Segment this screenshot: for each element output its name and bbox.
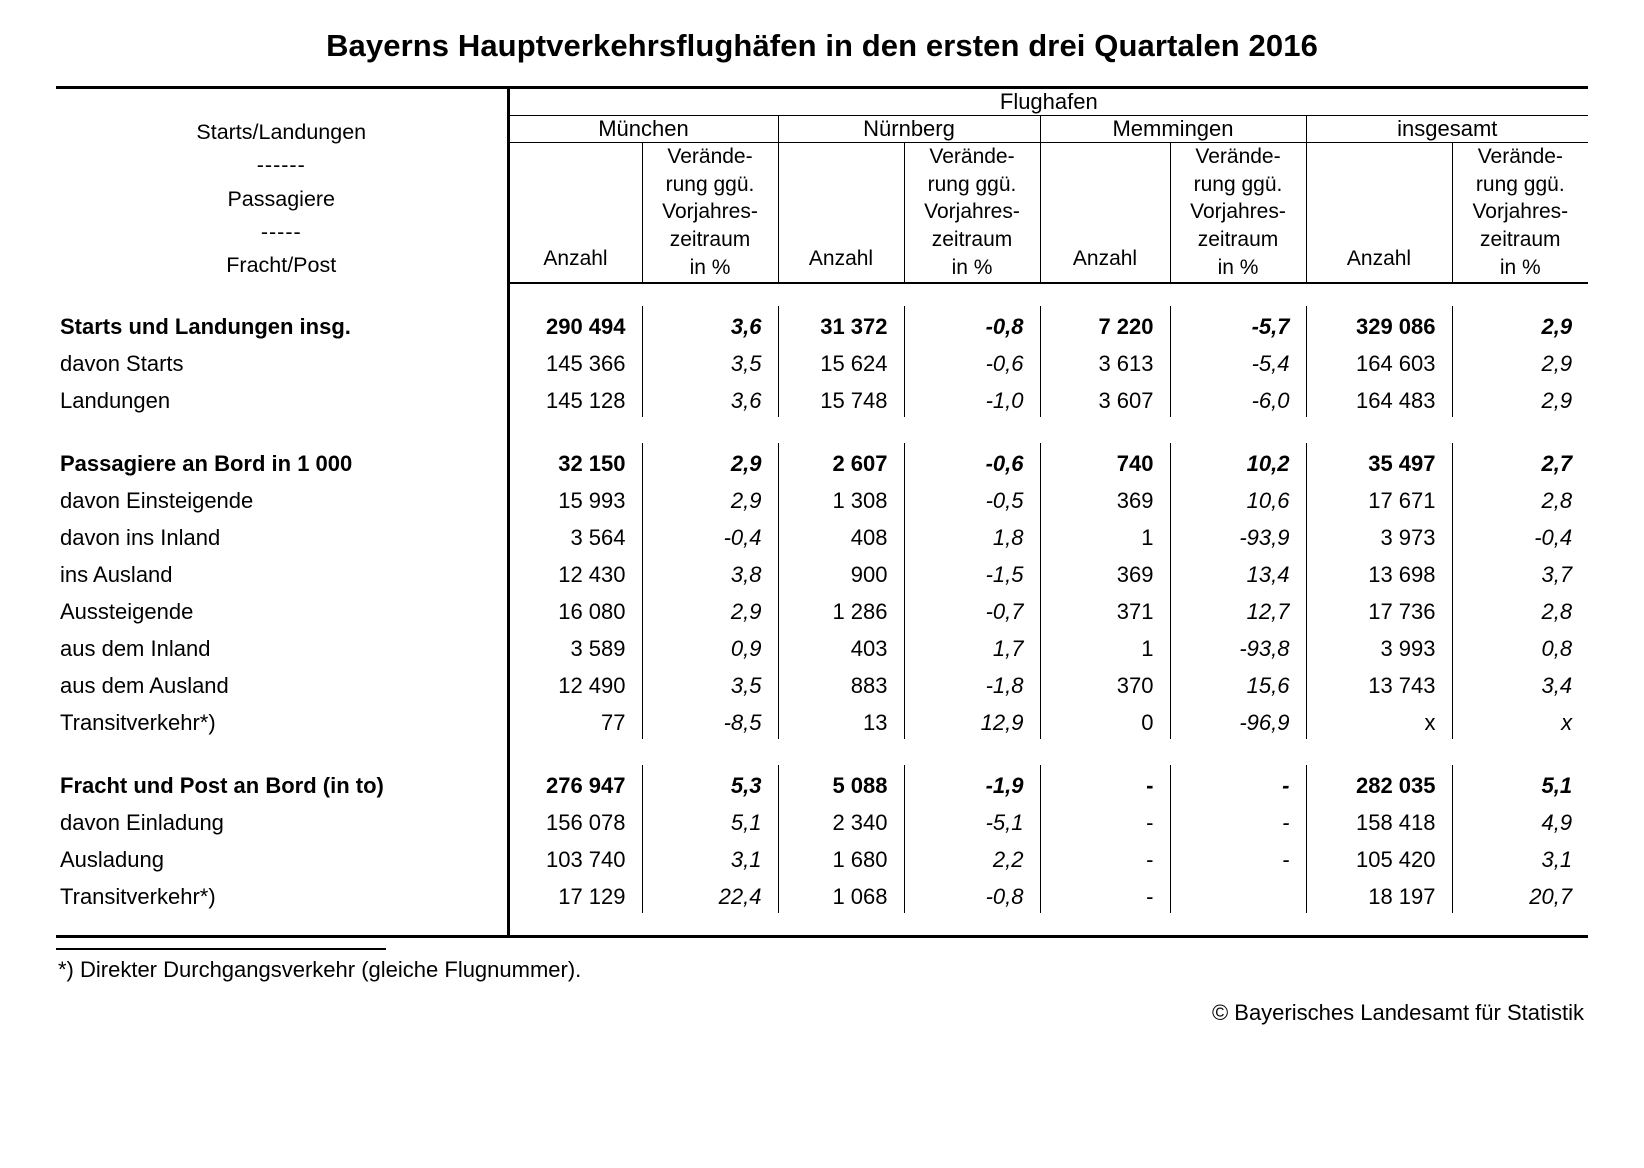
row-label: davon Einladung — [60, 810, 224, 836]
spacer-cell — [508, 283, 1588, 306]
stub-header — [56, 88, 508, 283]
header-sub-change-nuernberg — [904, 143, 1040, 283]
table-row — [56, 380, 1588, 417]
row-count-cell: 3 564 — [508, 517, 642, 554]
row-change-cell: -0,5 — [904, 480, 1040, 517]
change-line-1: Verände- — [929, 145, 1015, 168]
stub-sep-2: ----- — [260, 219, 302, 244]
row-count-cell: 17 736 — [1306, 591, 1452, 628]
change-line-2: rung ggü. — [665, 172, 755, 196]
row-count-cell: 17 671 — [1306, 480, 1452, 517]
row-count-cell: 32 150 — [508, 443, 642, 480]
header-airport-insgesamt: insgesamt — [1306, 116, 1588, 143]
row-change-cell: 3,8 — [642, 554, 778, 591]
row-label: Ausladung — [60, 847, 164, 873]
row-change-cell: 1,8 — [904, 517, 1040, 554]
row-change-cell: 2,9 — [642, 443, 778, 480]
spacer-cell — [56, 739, 508, 765]
header-airport-memmingen: Memmingen — [1040, 116, 1306, 143]
row-count-cell: 408 — [778, 517, 904, 554]
row-count-cell: 0 — [1040, 702, 1170, 739]
row-count-cell: 103 740 — [508, 839, 642, 876]
row-change-cell: -0,4 — [642, 517, 778, 554]
row-count-cell: 16 080 — [508, 591, 642, 628]
row-spacer — [56, 283, 1588, 306]
row-count-cell: 105 420 — [1306, 839, 1452, 876]
header-sub-change-muenchen — [642, 143, 778, 283]
row-count-cell: 7 220 — [1040, 306, 1170, 343]
row-change-cell: 3,6 — [642, 380, 778, 417]
table-row — [56, 306, 1588, 343]
row-change-cell: 10,2 — [1170, 443, 1306, 480]
change-line-3: Vorjahres- — [1190, 200, 1286, 224]
row-change-cell: -1,5 — [904, 554, 1040, 591]
row-change-cell: x — [1452, 702, 1588, 739]
row-count-cell: - — [1040, 765, 1170, 802]
row-label: aus dem Ausland — [60, 673, 229, 699]
footnote-area — [56, 948, 1588, 1026]
table-row — [56, 802, 1588, 839]
row-change-cell: 10,6 — [1170, 480, 1306, 517]
row-count-cell: 156 078 — [508, 802, 642, 839]
table-row — [56, 554, 1588, 591]
change-line-1: Verände- — [1477, 145, 1563, 168]
row-count-cell: 3 973 — [1306, 517, 1452, 554]
row-label: Transitverkehr*) — [60, 884, 216, 910]
row-count-cell: 17 129 — [508, 876, 642, 913]
row-count-cell: 900 — [778, 554, 904, 591]
header-sub-change-insgesamt — [1452, 143, 1588, 283]
row-change-cell: -96,9 — [1170, 702, 1306, 739]
spacer-cell — [508, 739, 1588, 765]
row-count-cell: 2 607 — [778, 443, 904, 480]
row-label: Landungen — [60, 388, 171, 414]
row-change-cell: 3,1 — [1452, 839, 1588, 876]
row-count-cell: - — [1040, 802, 1170, 839]
row-count-cell: 369 — [1040, 480, 1170, 517]
row-count-cell: 145 366 — [508, 343, 642, 380]
row-change-cell: 2,2 — [904, 839, 1040, 876]
row-change-cell: -5,4 — [1170, 343, 1306, 380]
row-change-cell: - — [1170, 765, 1306, 802]
row-count-cell: 403 — [778, 628, 904, 665]
header-sub-anzahl-insgesamt: Anzahl — [1306, 143, 1452, 283]
row-count-cell: 1 — [1040, 628, 1170, 665]
header-sub-change-memmingen — [1170, 143, 1306, 283]
row-count-cell: 12 430 — [508, 554, 642, 591]
row-count-cell: 883 — [778, 665, 904, 702]
row-count-cell: 13 743 — [1306, 665, 1452, 702]
row-change-cell: 3,6 — [642, 306, 778, 343]
row-count-cell: 282 035 — [1306, 765, 1452, 802]
row-count-cell: 3 589 — [508, 628, 642, 665]
table-header — [56, 88, 1588, 283]
row-count-cell: 31 372 — [778, 306, 904, 343]
row-change-cell: -8,5 — [642, 702, 778, 739]
bottom-rule-cell — [508, 913, 1588, 937]
document-page — [0, 28, 1644, 1168]
change-line-2: rung ggü. — [1193, 172, 1283, 196]
row-change-cell: 1,7 — [904, 628, 1040, 665]
row-count-cell: 15 993 — [508, 480, 642, 517]
row-change-cell: 0,9 — [642, 628, 778, 665]
table-row — [56, 665, 1588, 702]
table-row — [56, 702, 1588, 739]
row-count-cell: 77 — [508, 702, 642, 739]
table-row — [56, 517, 1588, 554]
table-row — [56, 628, 1588, 665]
change-line-5: in % — [1217, 255, 1259, 279]
header-sub-anzahl-nuernberg: Anzahl — [778, 143, 904, 283]
table-body — [56, 283, 1588, 937]
row-change-cell: -1,0 — [904, 380, 1040, 417]
change-line-3: Vorjahres- — [924, 200, 1020, 224]
row-change-cell: -0,8 — [904, 306, 1040, 343]
row-label: ins Ausland — [60, 562, 173, 588]
row-label: aus dem Inland — [60, 636, 211, 662]
row-change-cell: 20,7 — [1452, 876, 1588, 913]
row-count-cell: - — [1040, 839, 1170, 876]
row-count-cell: 3 993 — [1306, 628, 1452, 665]
row-count-cell: 329 086 — [1306, 306, 1452, 343]
row-change-cell: -93,9 — [1170, 517, 1306, 554]
row-count-cell: 370 — [1040, 665, 1170, 702]
row-change-cell: 2,9 — [1452, 306, 1588, 343]
row-change-cell: -0,4 — [1452, 517, 1588, 554]
row-change-cell: -0,7 — [904, 591, 1040, 628]
row-change-cell: -6,0 — [1170, 380, 1306, 417]
header-sub-anzahl-memmingen: Anzahl — [1040, 143, 1170, 283]
row-change-cell: -5,7 — [1170, 306, 1306, 343]
row-change-cell: 15,6 — [1170, 665, 1306, 702]
row-spacer — [56, 417, 1588, 443]
change-line-5: in % — [689, 255, 731, 279]
header-airport-nuernberg: Nürnberg — [778, 116, 1040, 143]
table-row — [56, 343, 1588, 380]
row-change-cell: 2,9 — [642, 591, 778, 628]
row-change-cell: -1,8 — [904, 665, 1040, 702]
row-change-cell: 5,3 — [642, 765, 778, 802]
row-count-cell: 740 — [1040, 443, 1170, 480]
row-change-cell: 2,8 — [1452, 480, 1588, 517]
row-change-cell: 2,9 — [642, 480, 778, 517]
row-change-cell: 2,9 — [1452, 380, 1588, 417]
row-count-cell: 3 607 — [1040, 380, 1170, 417]
row-count-cell: 145 128 — [508, 380, 642, 417]
row-change-cell: 2,9 — [1452, 343, 1588, 380]
statistics-table — [56, 86, 1588, 938]
row-change-cell: 2,7 — [1452, 443, 1588, 480]
row-count-cell: 3 613 — [1040, 343, 1170, 380]
table-row — [56, 839, 1588, 876]
row-change-cell: -93,8 — [1170, 628, 1306, 665]
table-row — [56, 480, 1588, 517]
header-row-group — [56, 88, 1588, 116]
row-count-cell: 18 197 — [1306, 876, 1452, 913]
row-spacer — [56, 739, 1588, 765]
row-count-cell: 1 680 — [778, 839, 904, 876]
row-count-cell: 290 494 — [508, 306, 642, 343]
stub-line-2: Passagiere — [227, 186, 336, 211]
row-label: Transitverkehr*) — [60, 710, 216, 736]
header-flughafen: Flughafen — [508, 88, 1588, 116]
row-count-cell: x — [1306, 702, 1452, 739]
row-change-cell: 2,8 — [1452, 591, 1588, 628]
row-change-cell: 3,7 — [1452, 554, 1588, 591]
row-change-cell: 3,5 — [642, 343, 778, 380]
header-sub-anzahl-muenchen: Anzahl — [508, 143, 642, 283]
change-line-5: in % — [1499, 255, 1541, 279]
row-change-cell: - — [1170, 802, 1306, 839]
change-line-4: zeitraum — [1480, 228, 1561, 252]
change-line-4: zeitraum — [1197, 228, 1279, 252]
stub-line-1: Starts/Landungen — [196, 120, 367, 145]
row-count-cell: 1 308 — [778, 480, 904, 517]
row-count-cell: - — [1040, 876, 1170, 913]
change-line-2: rung ggü. — [927, 172, 1017, 196]
row-change-cell: 4,9 — [1452, 802, 1588, 839]
table-row — [56, 443, 1588, 480]
row-count-cell: 369 — [1040, 554, 1170, 591]
row-count-cell: 2 340 — [778, 802, 904, 839]
row-change-cell: 13,4 — [1170, 554, 1306, 591]
row-count-cell: 35 497 — [1306, 443, 1452, 480]
row-change-cell: 5,1 — [1452, 765, 1588, 802]
change-line-1: Verände- — [1195, 145, 1281, 168]
stub-sep-1: ------ — [256, 153, 306, 178]
row-count-cell: 15 748 — [778, 380, 904, 417]
copyright-text: © Bayerisches Landesamt für Statistik — [1211, 999, 1584, 1025]
row-label: Passagiere an Bord in 1 000 — [60, 451, 353, 477]
row-change-cell: 12,7 — [1170, 591, 1306, 628]
row-count-cell: 1 068 — [778, 876, 904, 913]
row-count-cell: 164 603 — [1306, 343, 1452, 380]
row-count-cell: 1 — [1040, 517, 1170, 554]
spacer-cell — [56, 417, 508, 443]
table-row — [56, 765, 1588, 802]
change-line-2: rung ggü. — [1475, 172, 1565, 196]
table-row — [56, 876, 1588, 913]
row-count-cell: 13 698 — [1306, 554, 1452, 591]
row-change-cell — [1170, 876, 1306, 913]
spacer-cell — [56, 283, 508, 306]
row-change-cell: 3,1 — [642, 839, 778, 876]
bottom-rule-cell — [56, 913, 508, 937]
row-change-cell: -1,9 — [904, 765, 1040, 802]
row-change-cell: -5,1 — [904, 802, 1040, 839]
row-change-cell: 22,4 — [642, 876, 778, 913]
row-count-cell: 12 490 — [508, 665, 642, 702]
row-change-cell: -0,6 — [904, 343, 1040, 380]
row-count-cell: 164 483 — [1306, 380, 1452, 417]
change-line-4: zeitraum — [931, 228, 1013, 252]
footnote-text: *) Direkter Durchgangsverkehr (gleiche Flugnummer). — [58, 956, 582, 982]
change-line-5: in % — [951, 255, 993, 279]
row-count-cell: 1 286 — [778, 591, 904, 628]
row-change-cell: 5,1 — [642, 802, 778, 839]
table-row — [56, 591, 1588, 628]
row-count-cell: 15 624 — [778, 343, 904, 380]
row-label: Aussteigende — [60, 599, 194, 625]
row-count-cell: 5 088 — [778, 765, 904, 802]
row-count-cell: 276 947 — [508, 765, 642, 802]
change-line-4: zeitraum — [669, 228, 751, 252]
row-change-cell: 3,5 — [642, 665, 778, 702]
footnote-rule — [56, 948, 386, 950]
row-label: Fracht und Post an Bord (in to) — [60, 773, 384, 799]
stub-line-3: Fracht/Post — [226, 253, 337, 278]
change-line-3: Vorjahres- — [1472, 200, 1569, 224]
table-bottom-rule — [56, 913, 1588, 937]
row-label: davon Starts — [60, 351, 184, 377]
row-count-cell: 371 — [1040, 591, 1170, 628]
page-title: Bayerns Hauptverkehrsflughäfen in den ersten drei Quartalen 2016 — [326, 28, 1318, 63]
row-change-cell: -0,6 — [904, 443, 1040, 480]
header-airport-muenchen: München — [508, 116, 778, 143]
row-label: davon Einsteigende — [60, 488, 254, 514]
row-label: davon ins Inland — [60, 525, 221, 551]
row-change-cell: - — [1170, 839, 1306, 876]
change-line-3: Vorjahres- — [662, 200, 758, 224]
row-change-cell: 12,9 — [904, 702, 1040, 739]
row-label: Starts und Landungen insg. — [60, 314, 351, 340]
spacer-cell — [508, 417, 1588, 443]
row-change-cell: 3,4 — [1452, 665, 1588, 702]
row-count-cell: 158 418 — [1306, 802, 1452, 839]
row-change-cell: 0,8 — [1452, 628, 1588, 665]
change-line-1: Verände- — [667, 145, 753, 168]
row-count-cell: 13 — [778, 702, 904, 739]
row-change-cell: -0,8 — [904, 876, 1040, 913]
